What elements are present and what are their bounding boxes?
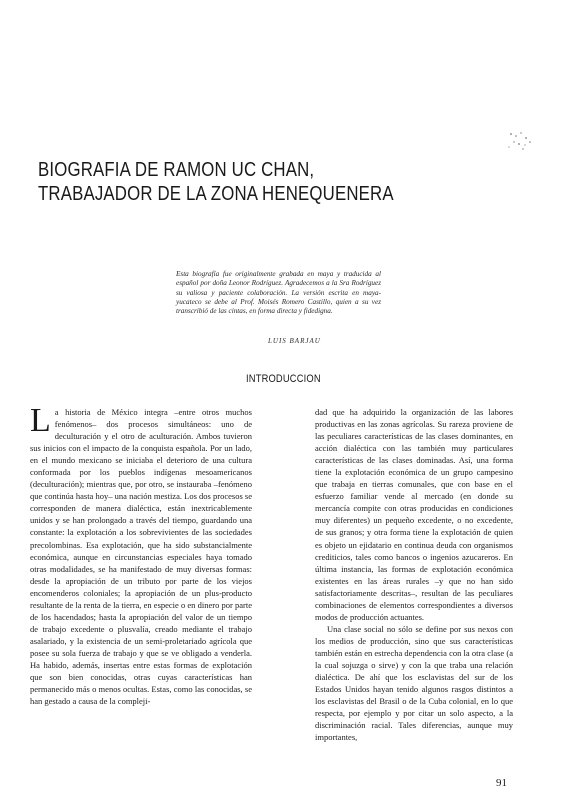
- text-column-left: [30, 402, 252, 707]
- paragraph: a historia de México integra –entre otros muchos fenómenos– dos procesos simultáneos: uno de deculturación y el otro de aculturación. Ambos tuvieron sus inicios con el impacto de la conquista española. Por un lado, en el mundo mexicano se iniciaba el deterioro de una cultura conformada por los pueblos indígenas mesoamericanos (deculturación); mientras que, por otro, se instauraba –fenómeno que continúa hasta hoy– una nación mestiza. Los dos procesos se corresponden de manera dialéctica, están inextricablemente unidos y se han prolongado a través del tiempo, guardando una constante: la explotación a los sobrevivientes de las sociedades precolombinas. Esa explotación, que ha sido substancialmente económica, aunque en circunstancias especiales haya tomado otras modalidades, se ha manifestado de muy diversas formas: desde la apropiación de un tributo por parte de los viejos encomenderos coloniales; la apropiación de un plus-producto resultante de la renta de la tierra, en especie o en dinero por parte de los hacendados; hasta la apropiación del valor de un tiempo de trabajo excedente o plusvalía, creado mediante el trabajo asalariado, y la existencia de un semi-proletariado agrícola que posee su sola fuerza de trabajo y que se ve obligado a venderla. Ha habido, además, insertas entre estas formas de explotación que son bien conocidas, otras cuyas características han permanecido más o menos ocultas. Estas, como las conocidas, se han gestado a causa de la compleji-: [30, 407, 252, 707]
- drop-cap: L: [30, 402, 51, 439]
- title-line-1: BIOGRAFIA DE RAMON UC CHAN,: [38, 158, 315, 181]
- translation-note: Esta biografía fue originalmente grabada en maya y traducida al español por doña Leonor Rodríguez. Agradecemos a la Sra Rodríguez su valiosa y paciente colaboración. La versión escrita en maya-yucateco se debe al Prof. Moisés Romero Castillo, quien a su vez transcribió de las cintas, en forma directa y fidedigna.: [176, 270, 381, 316]
- author-name: LUIS BARJAU: [268, 337, 321, 345]
- paragraph: dad que ha adquirido la organización de las labores productivas en las zonas agrícolas. Su rareza proviene de las peculiares características de las clases dominantes, en acción dialéctica con las también muy particulares características de las clases dominadas. Así, una forma tiene la explotación económica de un grupo campesino que trabaja en tierras comunales, que con base en el esfuerzo familiar vende al mercado (en donde su mercancía compite con otras producidas en condiciones muy diferentes) un pequeño excedente, o no excedente, de sus granos; y otra forma tiene la explotación de quien es objeto un ejidatario en continua deuda con organismos crediticios, tales como bancos o ingenios azucareros. En última instancia, las formas de explotación económica existentes en las áreas rurales –y que no han sido satisfactoriamente descritas–, resultan de las peculiares combinaciones de elementos correspondientes a diversos modos de producción actuantes.: [315, 407, 513, 622]
- article-title: [38, 158, 448, 206]
- text-column-right: [315, 406, 513, 743]
- title-line-2: TRABAJADOR DE LA ZONA HENEQUENERA: [38, 182, 394, 205]
- page-number: 91: [496, 777, 507, 789]
- section-heading: INTRODUCCION: [246, 373, 321, 385]
- corner-ink-mark: [505, 130, 533, 152]
- paragraph: Una clase social no sólo se define por sus nexos con los medios de producción, sino que sus características también están en estrecha dependencia con la otra clase (a la cual sojuzga o sirve) y con la que traba una relación dialéctica. De ahí que los esclavistas del sur de los Estados Unidos hayan tenido algunos rasgos distintos a los esclavistas del Brasil o de la Cuba colonial, en lo que respecta, por ejemplo y por citar un solo aspecto, a la discriminación racial. Tales diferencias, aunque muy importantes,: [315, 623, 513, 743]
